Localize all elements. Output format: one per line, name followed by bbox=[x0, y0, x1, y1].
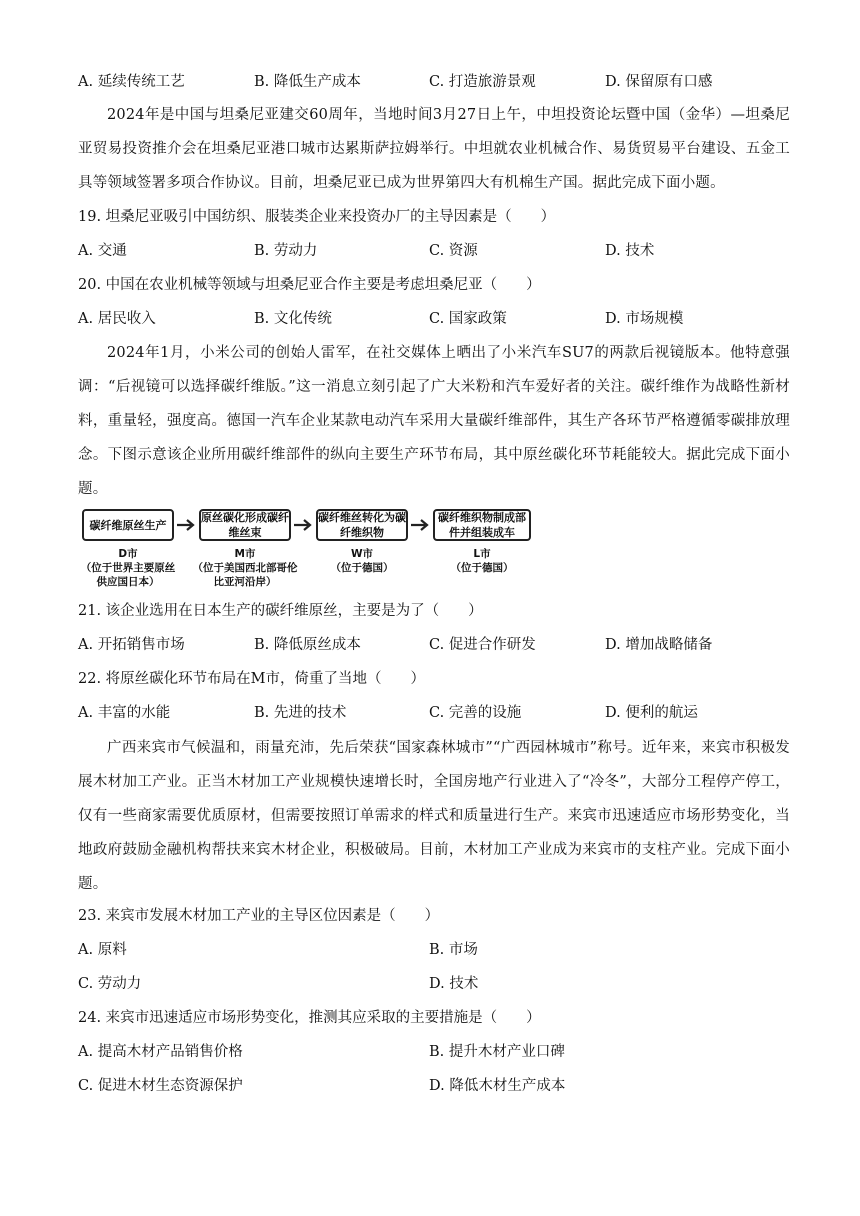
passage-carbon-fiber: 2024年1月，小米公司的创始人雷军，在社交媒体上晒出了小米汽车SU7的两款后视镜版本。他特意强调：“后视镜可以选择碳纤维版。”这一消息立刻引起了广大米粉和汽车爱好者的关注。碳纤维作为战略性新材料，重量轻，强度高。德国一汽车企业某款电动汽车采用大量碳纤维部件，其生产各环节严格遵循零碳排放理念。下图示意该企业所用碳纤维部件的纵向主要生产环节布局，其中原丝碳化环节耗能较大。据此完成下面小题。 bbox=[78, 345, 790, 497]
step-3-note: （位于德国） bbox=[330, 562, 394, 574]
step-2-note: （位于美国西北部哥伦比亚河沿岸） bbox=[192, 562, 298, 588]
q20-option-b: B. 文化传统 bbox=[254, 311, 332, 327]
question-19: 19. 坦桑尼亚吸引中国纺织、服装类企业来投资办厂的主导因素是（ ） bbox=[78, 209, 556, 225]
q24-options-row2 bbox=[78, 1075, 788, 1097]
q22-option-c: C. 完善的设施 bbox=[429, 705, 522, 721]
q23-option-b: B. 市场 bbox=[429, 942, 478, 958]
step-4-note: （位于德国） bbox=[450, 562, 514, 574]
q21-option-a: A. 开拓销售市场 bbox=[78, 637, 185, 653]
q24-option-b: B. 提升木材产业口碑 bbox=[429, 1044, 565, 1060]
step-3-box: 碳纤维丝转化为碳纤维织物 bbox=[318, 511, 406, 539]
q21-options bbox=[78, 634, 788, 656]
q23-options-row1 bbox=[78, 939, 788, 961]
q22-option-d: D. 便利的航运 bbox=[605, 705, 698, 721]
q23-option-d: D. 技术 bbox=[429, 976, 479, 992]
q20-option-d: D. 市场规模 bbox=[605, 311, 684, 327]
q24-option-d: D. 降低木材生产成本 bbox=[429, 1078, 566, 1094]
q18-option-d: D. 保留原有口感 bbox=[605, 74, 713, 90]
q19-option-c: C. 资源 bbox=[429, 243, 478, 259]
q23-option-c: C. 劳动力 bbox=[78, 976, 142, 992]
q24-option-c: C. 促进木材生态资源保护 bbox=[78, 1078, 243, 1094]
q18-option-a: A. 延续传统工艺 bbox=[78, 74, 185, 90]
step-4-city: L市 bbox=[473, 548, 491, 560]
q19-option-b: B. 劳动力 bbox=[254, 243, 318, 259]
q22-option-b: B. 先进的技术 bbox=[254, 705, 347, 721]
arrow-right-icon bbox=[411, 519, 431, 531]
q24-options-row1 bbox=[78, 1041, 788, 1063]
passage-tanzania: 2024年是中国与坦桑尼亚建交60周年，当地时间3月27日上午，中坦投资论坛暨中国（金华）—坦桑尼亚贸易投资推介会在坦桑尼亚港口城市达累斯萨拉姆举行。中坦就农业机械合作、易货贸易平台建设、五金工具等领域签署多项合作协议。目前，坦桑尼亚已成为世界第四大有机棉生产国。据此完成下面小题。 bbox=[78, 107, 790, 191]
step-1-box: 碳纤维原丝生产 bbox=[82, 509, 174, 541]
question-20: 20. 中国在农业机械等领域与坦桑尼亚合作主要是考虑坦桑尼亚（ ） bbox=[78, 277, 541, 293]
step-2-city: M市 bbox=[234, 548, 256, 560]
q21-option-c: C. 促进合作研发 bbox=[429, 637, 536, 653]
q21-option-b: B. 降低原丝成本 bbox=[254, 637, 361, 653]
question-22: 22. 将原丝碳化环节布局在M市，倚重了当地（ ） bbox=[78, 671, 426, 687]
q19-options bbox=[78, 240, 788, 262]
q22-option-a: A. 丰富的水能 bbox=[78, 705, 171, 721]
step-1-city: D市 bbox=[118, 548, 138, 560]
q24-option-a: A. 提高木材产品销售价格 bbox=[78, 1044, 243, 1060]
q18-option-c: C. 打造旅游景观 bbox=[429, 74, 536, 90]
q22-options bbox=[78, 702, 788, 724]
q19-option-a: A. 交通 bbox=[78, 243, 127, 259]
q23-option-a: A. 原料 bbox=[78, 942, 127, 958]
step-3-city: W市 bbox=[350, 548, 374, 560]
passage-laibin: 广西来宾市气候温和，雨量充沛，先后荣获“国家森林城市”“广西园林城市”称号。近年来，来宾市积极发展木材加工产业。正当木材加工产业规模快速增长时，全国房地产行业进入了“冷冬”，大部分工程停产停工，仅有一些商家需要优质原材，但需要按照订单需求的样式和质量进行生产。来宾市迅速适应市场形势变化，当地政府鼓励金融机构帮扶来宾木材企业，积极破局。目前，木材加工产业成为来宾市的支柱产业。完成下面小题。 bbox=[78, 740, 790, 892]
step-1-caption bbox=[78, 547, 178, 589]
step-1-note: （位于世界主要原丝供应国日本） bbox=[80, 562, 176, 588]
q23-options-row2 bbox=[78, 973, 788, 995]
q20-options bbox=[78, 308, 788, 330]
question-23: 23. 来宾市发展木材加工产业的主导区位因素是（ ） bbox=[78, 908, 440, 924]
q18-options bbox=[78, 71, 788, 93]
step-2-caption bbox=[188, 547, 302, 589]
question-24: 24. 来宾市迅速适应市场形势变化，推测其应采取的主要措施是（ ） bbox=[78, 1010, 541, 1026]
q18-option-b: B. 降低生产成本 bbox=[254, 74, 361, 90]
production-chain-diagram bbox=[78, 505, 538, 595]
q20-option-a: A. 居民收入 bbox=[78, 311, 156, 327]
step-2-box: 原丝碳化形成碳纤维丝束 bbox=[201, 511, 289, 539]
arrow-right-icon bbox=[294, 519, 314, 531]
q19-option-d: D. 技术 bbox=[605, 243, 655, 259]
step-4-box: 碳纤维织物制成部件并组装成车 bbox=[433, 509, 531, 541]
arrow-right-icon bbox=[177, 519, 197, 531]
step-3-caption bbox=[316, 547, 408, 575]
step-4-caption bbox=[433, 547, 531, 575]
q21-option-d: D. 增加战略储备 bbox=[605, 637, 713, 653]
question-21: 21. 该企业选用在日本生产的碳纤维原丝，主要是为了（ ） bbox=[78, 603, 483, 619]
q20-option-c: C. 国家政策 bbox=[429, 311, 507, 327]
